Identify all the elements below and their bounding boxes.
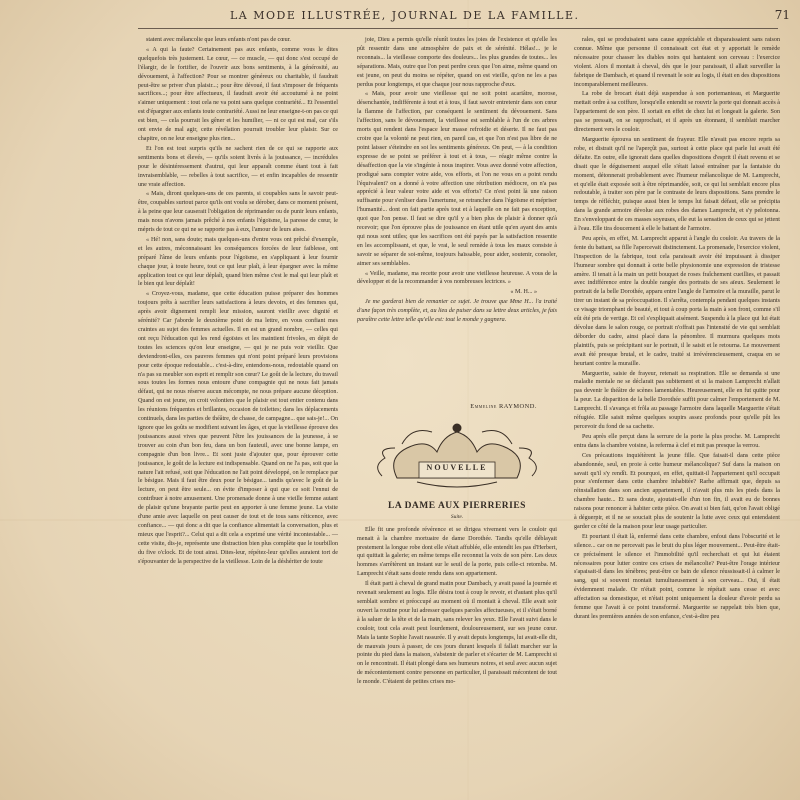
paragraph: joie, Dieu a permis qu'elle réunît toutes les joies de l'existence et qu'elle les pût ressentir dans une atmosphère de paix et de sérénité. Hélas!... je le reconnais... la vieillesse comporte des douleurs... les plus grandes de toutes... les séparations. Mais, outre que l'on peut perdre ceux que l'on aime, même quand on est jeune, on peut du moins se répéter, quand on est vieille, qu'on ne les a pas perdus pour longtemps, et que chaque jour nous rapproche d'eux.	[357, 37, 557, 88]
paragraph: « Croyez-vous, madame, que cette éducation puisse préparer des hommes toujours prêts à sacrifier leurs satisfactions à leurs devoirs, et des femmes qui, après avoir dignement rempli leur mission, sauront vieillir avec dignité et sérénité? Car j'aborde le deuxième point de ma lettre, en vous confiant mes craintes au sujet des femmes actuelles. Il en est un grand nombre, — celles qui ont reçu l'éducation qui les rend égoïstes et les maintient frivoles, en dépit de toutes les sciences qu'on leur enseigne, — qui je ne puis voir vieillir. Que deviendront-elles, ces pauvres femmes qui n'ont point préparé leurs provisions pour cette époque redoutable... c'est-à-dire, entendons-nous, redoutable quand on n'a pas su meubler son esprit et remplir son cœur? Le goût de la lecture, du travail sous toutes les formes nous entoure d'une compagnie qui ne nous fait jamais défaut, qui ne nous réserve aucun mécompte, ne nous prépare aucune déception. Quand on est jeune, on croit volontiers que le plaisir est tout entier contenu dans les réunions fréquentes et brillantes, occasion de toilettes; dans les déplacements continuels, dans les parties de théâtre, de chasse, de campagne... que sais-je!... On ignore que les goûts se modifient suivant les âges, et que la vieillesse éprouve des jouissances aussi vives que peuvent l'être les jouissances de la jeunesse, à se trouver au coin d'un bon feu, dans un bon fauteuil, avec une bonne lampe, en compagnie d'un bon livre... Et sont juste d'ajouter que, pour éprouver cette jouissance, le goût de la lecture est indispensable. Quand on ne l'a pas, soit que la nature l'ait refusé, soit que l'éducation ne l'ait point développé, on le remplace par le bésigue. Mais il faut être deux pour le bésigue... tandis qu'avec le goût de la lecture, on peut être seule... on évite d'imposer à qui que ce soit l'ennui de contribuer à notre amusement. Une promenade donne à une vieille femme autant de plaisir qu'une brayante partie peut en apporter à une femme jeune. La visite d'une amie avec laquelle on peut causer de tout et de tous sans réticence, avec confiance... — qui donc a dit que la confiance alimentait la conversation, plus et mieux que l'esprit?... Celui qui a dit cela a exprimé une vérité incontestable... — cette visite, dis-je, représente une distraction bien plus complète que le tourbillon du five o'clock. Et de tout ainsi. Dites-leur, répétez-leur qu'elles auraient tort de s'épouvanter de la perspective de la vieillesse. Loin de la déshériter de toute	[138, 291, 338, 565]
paragraph: Peu après, en effet, M. Lamprecht apparut à l'angle du couloir. Au travers de la fente du battant, sa fille l'apercevait distinctement. La promenade, l'exercice violent, l'inspection de la fabrique, tout cela paraissait avoir été impuissant à dissiper l'humeur sombre qui donnait à cette belle physionomie une expression de tristesse amère. Il tenait à la main un petit bouquet de roses fraîchement cueillies, et passait avec indifférence entre la double rangée des portraits de ses aïeux. Seulement le portrait de la belle Dorothée, apparu entre l'angle de l'armoire et la muraille, parut le tirer un instant de sa préoccupation. Il s'arrêta, contempla pendant quelques instants ce visage triomphant de beauté, et tout à coup porta la main à son front, comme s'il eût été pris de vertige. Et cel s'expliquait aisément. Suspendu à la place qui lui était dévolue dans le salon rouge, ce portrait n'offrait pas l'intensité de vie qui semblait déborder du cadre, ainsi placé dans la pénombre. Il murmura quelques mots plaintifs, puis se précipitant sur le portrait, il le saisit et le retourna. Le mouvement avait été presque brutal, et le cadre, traité si irrévérencieusement, craqua en se heurtant contre la muraille.	[574, 235, 780, 367]
paragraph: statent avec mélancolie que leurs enfants n'ont pas de cœur.	[146, 37, 291, 43]
page-number: 71	[774, 8, 790, 22]
column-1	[138, 36, 338, 788]
paragraph: Et pourtant il était là, enfermé dans cette chambre, enfoui dans l'obscurité et le silence... car on ne percevait pas le bruit du plus léger mouvement... Peut-être était-ce précisément le silence et l'immobilité qu'il recherchait et qui lui étaient nécessaires pour lutter contre ces crises de mélancolie? Peut-être l'orage intérieur s'apaisait-il dans les ténèbres; peut-être ce bain de silence réussissait-il à calmer le sang, qui si souvent montait tumultueusement à son cerveau... Oui, il était évidemment malade. Or n'était point, comme le répétait sans cesse et avec affectation sa domestique, et n'était point uniquement la douleur d'avoir perdu sa femme que l'avait à ce point transformé. Marguerite se rappelait très bien que, durant les premières années de son enfance, c'est-à-dire peu	[574, 533, 780, 620]
author-signature: Emmeline RAYMOND.	[470, 403, 537, 410]
ornament-frame-icon	[357, 418, 557, 500]
paragraph: Peu après elle perçut dans la serrure de la porte la plus proche. M. Lamprecht entra dans la chambre voisine, la referma à clef et mit pas presque la verrou.	[574, 433, 780, 449]
column-2-story	[357, 526, 557, 788]
ornament-label: NOUVELLE	[426, 462, 488, 472]
column-2	[357, 36, 557, 788]
paragraph: « A qui la faute? Certainement pas aux enfants, comme vous le dites quelquefois très justement. Le cœur, — ce muscle, — qui donc s'est occupé de l'élargir, de le fortifier, de l'ouvrir aux bons sentiments, à la générosité, au dévouement, à l'affection? Pour se montrer généreux ou charitable, il faudrait peut-être se priver d'un plaisir...; pour être dévoué, il faut s'imposer de fréquents sacrifices...; pour être affectueux, il faudrait avoir été accoutumé à ne point s'aimer uniquement : tout cela ne va point sans quelque contrariété... Et l'essentiel est d'épargner aux enfants toute contrariété. Aussi ne leur enseigne-t-on pas ce qui est bien, — cela pourrait les gêner et les humilier, — ni ce qui est mal, car s'ils ont envie de mal agir, cette révélation pourrait troubler leur plaisir. Sur ce chapitre, on ne leur enseigne plus rien...	[138, 46, 338, 142]
paragraph: rales, qui se produisaient sans cause appréciable et disparaissaient sans raison connue. Même que personne il connaissait cet état et y apportait le remède nécessaire pour chasser les diables noirs qui hantaient son cerveau : l'exercice violent. Alors il montait à cheval, dès que le jour paraissait, il allait surveiller la fabrique de Dambach, et quand il revenait le soir au logis, il était en des dispositions incomparablement meilleures.	[574, 37, 780, 88]
paragraph: Ces précautions inquiétèrent la jeune fille. Que faisait-il dans cette pièce abandonnée, seul, en proie à cette humeur mélancolique? Suf dans la maison on savait qu'il s'y rendît. Et pourquoi, en effet, quittait-il l'appartement qu'il occupait pour s'enfermer dans cette chambre inhabitée? Rarhe affirmait que, depuis sa réinstallation dans son ancien appartement, il n'avait plus mis les pieds dans la chambre haute... Et sans doute, ajoutait-elle d'un ton fin, il avait eu de bonnes raisons pour renoncer à habiter cette pièce. On avait si bien fait, qu'on l'avait obligé à déguerpir, et il ne se souciait plus de soutenir la lutte avec ceux qui entendaient garder ce côté de la maison pour leur usage particulier.	[574, 452, 780, 530]
nouvelle-ornament	[357, 418, 557, 500]
paragraph: Il était parti à cheval de grand matin pour Dambach, y avait passé la journée et revenait seulement au logis. Elle désira tout à coup le revoir, et d'autant plus qu'il semblait sombre et préoccupé au moment où il montait à cheval. Elle avait soir ouvert la routine pour lui adresser quelques paroles affectueuses, et il s'était borné à la saluer de la tête et de la main, sans relever les yeux. Elle l'avait suivi dans le couloir, tout cela avait peut lourdement, douloureusement, sur ses jeune cœur. Mais la tante Sophie l'avait rassurée. Il y avait depuis longtemps, lui avait-elle dit, de mauvais jours à passer, de ces jours durant lesquels il fallait marcher sur la pointe du pied dans la maison, s'abstenir de parler et s'écarter de M. Lamprecht si on le rencontrait. Il était plongé dans ses humeurs noires, et seul avec aucun sujet de mécontentement contre personne en particulier, il paraissait mécontent de tout le monde. C'étaient de petites crises mo-	[357, 581, 557, 686]
paragraph: Et l'on est tout surpris qu'ils ne sachent rien de ce qui se rapporte aux sentiments bons et élevés, — qu'ils soient livrés à la jouissance, — incrédules pour le désintéressement d'autrui, qui leur apparaît comme étant tout à fait invraisemblable, — rebelles à tout sacrifice, — et enfin incapables de ressentir une vraie affection.	[138, 145, 338, 188]
paragraph: Marguerite éprouva un sentiment de frayeur. Elle n'avait pas encore repris sa robe, et distrait qu'il ne l'aperçût pas, surtout à cette place qui parle lui avait été défaite. En outre, elle ignorait dans quelles dispositions d'esprit il était revenu et se disait que le déguisement auquel elle s'était laissé entraîner par la fantaisie du moment, détonnerait probablement avec l'humeur mélancolique de M. Lamprecht, et qu'elle était exposée soit à être réprimandée, soit, ce qui lui semblait encore plus redoutable, à traiter son père par le contraste de leurs dispositions. Sans prendre le temps de réfléchir, puisque aussi bien le temps lui faisait défaut, elle se précipita dans la grande armoire dévolue aux robes des dames Lamprecht, et s'y pelotonna. En s'enveloppant de ces masses soyeuses, elle eut la sensation de ceux qui se jettent à l'eau. Elle tira doucement à elle le battant de l'armoire.	[574, 136, 780, 233]
story-title: LA DAME AUX PIERRERIES	[388, 500, 526, 511]
paragraph: « Mais, pour avoir une vieillesse qui ne soit point acariâtre, morose, désenchantée, indifférente à tout et à tous, il faut savoir entretenir dans son cœur la flamme de l'affection, par conséquent le sentiment du dévouement. Sans l'affection, sans le dévouement, la vieillesse est semblable à l'un de ces arbres morts qui rendent dans l'espace leur masse refroidie et déserte. Il ne faut pas croire que la volonté ne peut rien, en pareil cas, et que l'on n'est pas libre de ne point laisser s'éteindre en soi les sentiments généreux. On peut, — à la condition expresse de se point se préférer à tout et à tous, — réagir même contre la désaffection que la vie s'ingénie à nous inspirer. Vous avez donné votre affection, prodigué sans compter votre aide, vos efforts, et l'on ne vous en a point rendu l'équivalent? on a donné à votre affection une rétribution médiocre, on n'a pas apprécié à leur valeur votre aide et vos efforts? Ce n'est point là une raison suffisante pour s'enliser dans l'amertume, se retrancher dans l'égoïsme et mépriser l'humanité... dont on fait partie après tout et à laquelle on ne fait pas exception, quoi que l'on pense. Il faut se dire qu'il y a bien plus de plaisir à donner qu'à recevoir; que l'on éprouve plus de jouissance en étant utile qu'en ayant des amis qui nous sont utiles; que les sacrifices ont été payés par la satisfaction ressentie en les accomplissant, et que, le vrai, le seul remède à tous les maux consiste à savoir se séparer de soi-même, toujours haïssable, pour aider, soutenir, consoler, aimer ses semblables.	[357, 91, 557, 267]
editor-note: Je me garderai bien de remanier ce sujet. Je trouve que Mme H... l'a traité d'une façon très complète, et, au lieu de puiser dans sa lettre deux articles, je fais paraître cette lettre telle qu'elle est: tout le monde y gagnera.	[357, 299, 557, 324]
paragraph: « Mais, diront quelques-uns de ces parents, si coupables sans le savoir peut-être, coupables surtout parce qu'ils ont voulu se dérober, dans ce moment présent, à la peine que leur causerait l'obligation de réprimander ou de punir leurs enfants, mais nous n'avons jamais prêché à nos enfants l'égoïsme, la paresse de cœur, le mépris de tout ce qui ne se rapporte pas à eux, l'amour de leurs aises.	[138, 191, 338, 234]
column-2-article-end	[357, 36, 557, 400]
page-header	[130, 4, 790, 26]
paragraph: La robe de brocart était déjà suspendue à son portemanteau, et Marguerite mettait ordre à sa coiffure, lorsqu'elle entendit se rouvrir la porte qui donnait accès à l'appartement de son père. Il sortait en effet de chez lui et longeait la galerie. Son pas se pressait, on se rapprochait, et il après un étonnant, il semblait marcher directement vers le couloir.	[574, 91, 780, 134]
header-rule	[138, 28, 778, 29]
paragraph: Elle fit une profonde révérence et se dirigea vivement vers le couloir qui menait à la chambre mortuaire de dame Dorothée. Tandis qu'elle déblayait prestement la longue robe dont elle s'était affublée, elle entendit les pas d'Herbert, qui quittait la galerie; en même temps elle reconnut la voix de son père. Les deux hommes s'arrêtèrent un instant sur le seuil de la porte, puis celle-ci retomba. M. Lamprecht s'était sans doute rendu dans son appartement.	[357, 526, 557, 578]
paragraph: Marguerite, saisie de frayeur, retenait sa respiration. Elle se demanda si une maladie mentale ne se déclarait pas subitement et si la maison Lamprecht n'allait pas devenir le théâtre de scènes lamentables. Heureusement, elle en fut quitte pour la peur. La disparition de la belle Dorothée suffit pour calmer l'emportement de M. Lamprecht. Il s'avança et frôla au passage l'armoire dans laquelle Marguerite s'était réfugiée. Elle saisit même quelques soupirs assez profonds pour qu'elle pût les percevoir du fond de sa cachette.	[574, 370, 780, 430]
paragraph: « Veille, madame, ma recette pour avoir une vieillesse heureuse. A vous de la développer et de la recommander à vos nombreuses lectrices. »	[357, 270, 557, 286]
journal-title: LA MODE ILLUSTRÉE, JOURNAL DE LA FAMILLE.	[230, 8, 580, 22]
story-suite: Suite.	[450, 513, 464, 520]
paragraph: « Hé! non, sans doute; mais quelques-uns d'entre vous ont prêché d'exemple, et les autres, méconnaissant les conséquences forcées de leur faiblesse, ont préparé l'âme de leurs enfants pour l'égoïsme, en s'appliquant à leur fournir chaque jour, à toute heure, tout ce qui leur plaît, à leur épargner avec la même application tout ce qui leur déplaît, quand bien même c'est le mal qui leur plaît et le bien qui leur déplaît!	[138, 236, 338, 288]
column-3	[574, 36, 780, 788]
letter-signature: « M. H... »	[510, 289, 537, 296]
